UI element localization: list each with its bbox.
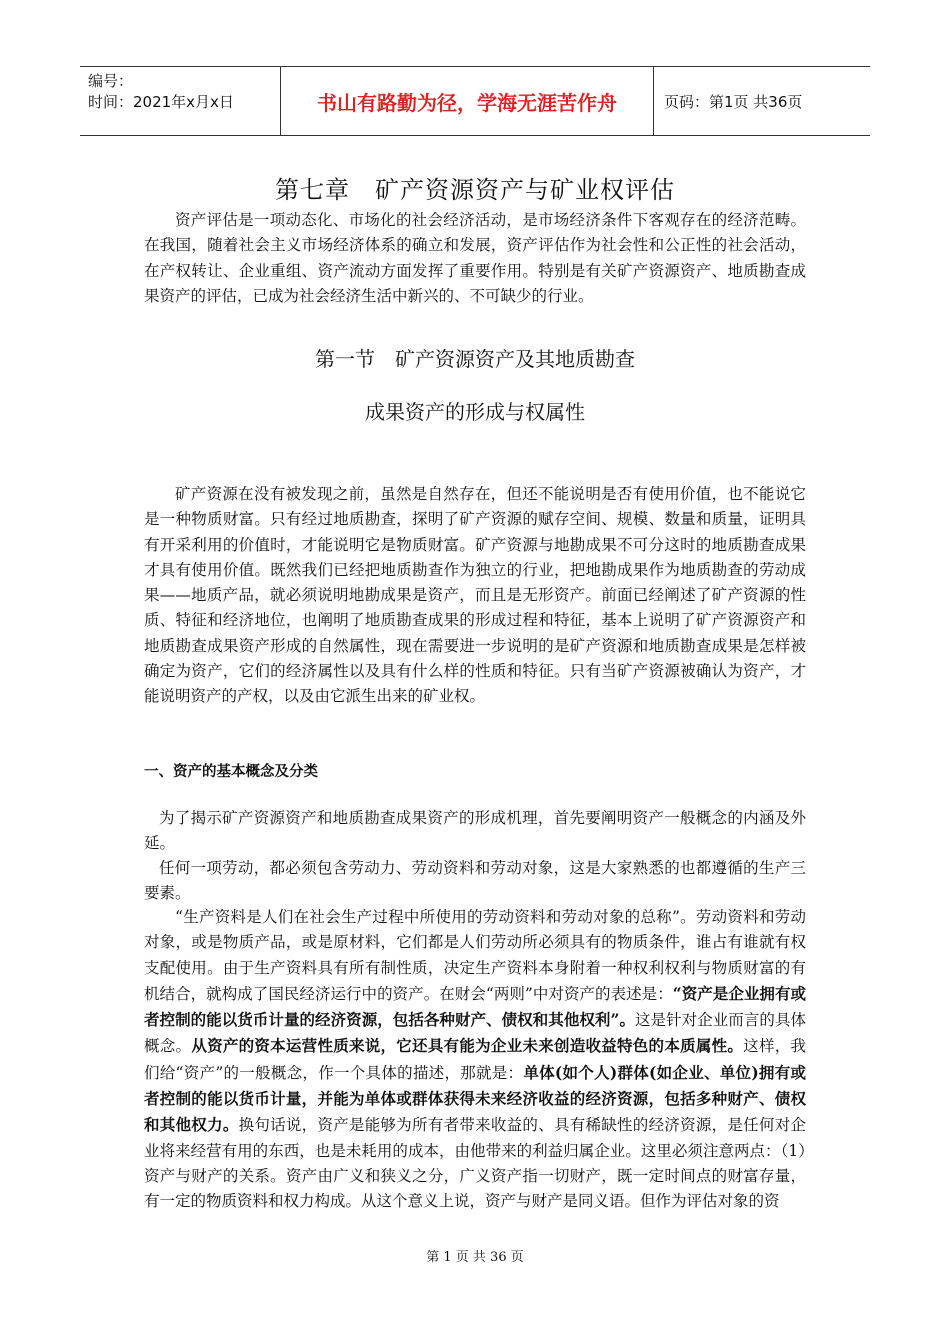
asset-capital-bold: 从资产的资本运营性质来说，它还具有能为企业未来创造收益特色的本质属性。	[191, 1036, 744, 1056]
body-paragraph: 矿产资源在没有被发现之前，虽然是自然存在，但还不能说明是否有使用价值，也不能说它是一种物质财富。只有经过地质勘查，探明了矿产资源的赋存空间、规模、数量和质量，证明具有开采利用的价值时，才能说明它是物质财富。矿产资源与地勘成果不可分这时的地质勘查成果才具有使用价值。既然我们已经把地质勘查作为独立的行业，把地勘成果作为地质勘查的劳动成果——地质产品，就必须说明地勘成果是资产，而且是无形资产。前面已经阐述了矿产资源的性质、特征和经济地位，也阐明了地质勘查成果的形成过程和特征，基本上说明了矿产资源资产和地质勘查成果资产形成的自然属性，现在需要进一步说明的是矿产资源和地质勘查成果是怎样被确定为资产，它们的经济属性以及具有什么样的性质和特征。只有当矿产资源被确认为资产，才能说明资产的产权，以及由它派生出来的矿业权。	[144, 485, 806, 706]
page-header	[80, 66, 870, 136]
section-title-line1: 第一节 矿产资源资产及其地质勘查	[315, 347, 635, 371]
heading-basic-concepts: 一、资产的基本概念及分类	[144, 764, 318, 780]
asset-definition-bold: “资产是企业拥有或者控制的能以货币计量的经济资源，包括各种财产、债权和其他权利”。	[144, 983, 806, 1030]
asset-text-3: 这样，我们给“资产”的一般概念，作一个具体的描述，那就是：	[144, 1037, 806, 1082]
intro-paragraph: 资产评估是一项动态化、市场化的社会经济活动，是市场经济条件下客观存在的经济范畴。在我国，随着社会主义市场经济体系的确立和发展，资产评估作为社会性和公正性的社会活动，在产权转让、企业重组、资产流动方面发挥了重要作用。特别是有关矿产资源资产、地质勘查成果资产的评估，已成为社会经济生活中新兴的、不可缺少的行业。	[144, 211, 806, 305]
chapter-title: 第七章 矿产资源资产与矿业权评估	[275, 176, 675, 204]
header-motto: 书山有路勤为径，学海无涯苦作舟	[281, 67, 654, 135]
section-title-line2: 成果资产的形成与权属性	[365, 400, 585, 424]
document-number-label: 编号：	[88, 72, 134, 90]
asset-text-1: “生产资料是人们在社会生产过程中所使用的劳动资料和劳动对象的总称”。劳动资料和劳动对象，或是物质产品，或是原材料，它们都是人们劳动所必须具有的物质条件，谁占有谁就有权支配使用。由于生产资料具有所有制性质，决定生产资料本身附着一种权利权利与物质财富的有机结合，就构成了国民经济运行中的资产。在财会“两则”中对资产的表述是：	[144, 908, 806, 1003]
paragraph-asset-definition	[144, 905, 806, 1215]
header-meta	[80, 67, 281, 135]
header-page-info: 页码：第1页 共36页	[664, 92, 803, 111]
paragraph-purpose: 为了揭示矿产资源资产和地质勘查成果资产的形成机理，首先要阐明资产一般概念的内涵及外延。	[144, 809, 806, 853]
document-time-label: 时间：2021年x月x日	[88, 93, 234, 111]
asset-text-4: 换句话说，资产是能够为所有者带来收益的、具有稀缺性的经济资源，是任何对企业将来经营有用的东西，也是未耗用的成本，由他带来的利益归属企业。这里必须注意两点：（1）资产与财产的关系。资产由广义和狭义之分，广义资产指一切财产，既一定时间点的财富存量，有一定的物质资料和权力构成。从这个意义上说，资产与财产是同义语。但作为评估对象的资	[144, 1116, 806, 1211]
asset-general-concept-bold: 单体(如个人)群体(如企业、单位)拥有或者控制的能以货币计量，并能为单体或群体获得未来经济收益的经济资源，包括多种财产、债权和其他权力。	[144, 1062, 806, 1135]
asset-text-2: 这是针对企业而言的具体概念。	[144, 1011, 806, 1056]
page-footer: 第 1 页 共 36 页	[426, 1250, 524, 1265]
paragraph-labor-elements: 任何一项劳动，都必须包含劳动力、劳动资料和劳动对象，这是大家熟悉的也都遵循的生产三要素。	[144, 859, 806, 903]
